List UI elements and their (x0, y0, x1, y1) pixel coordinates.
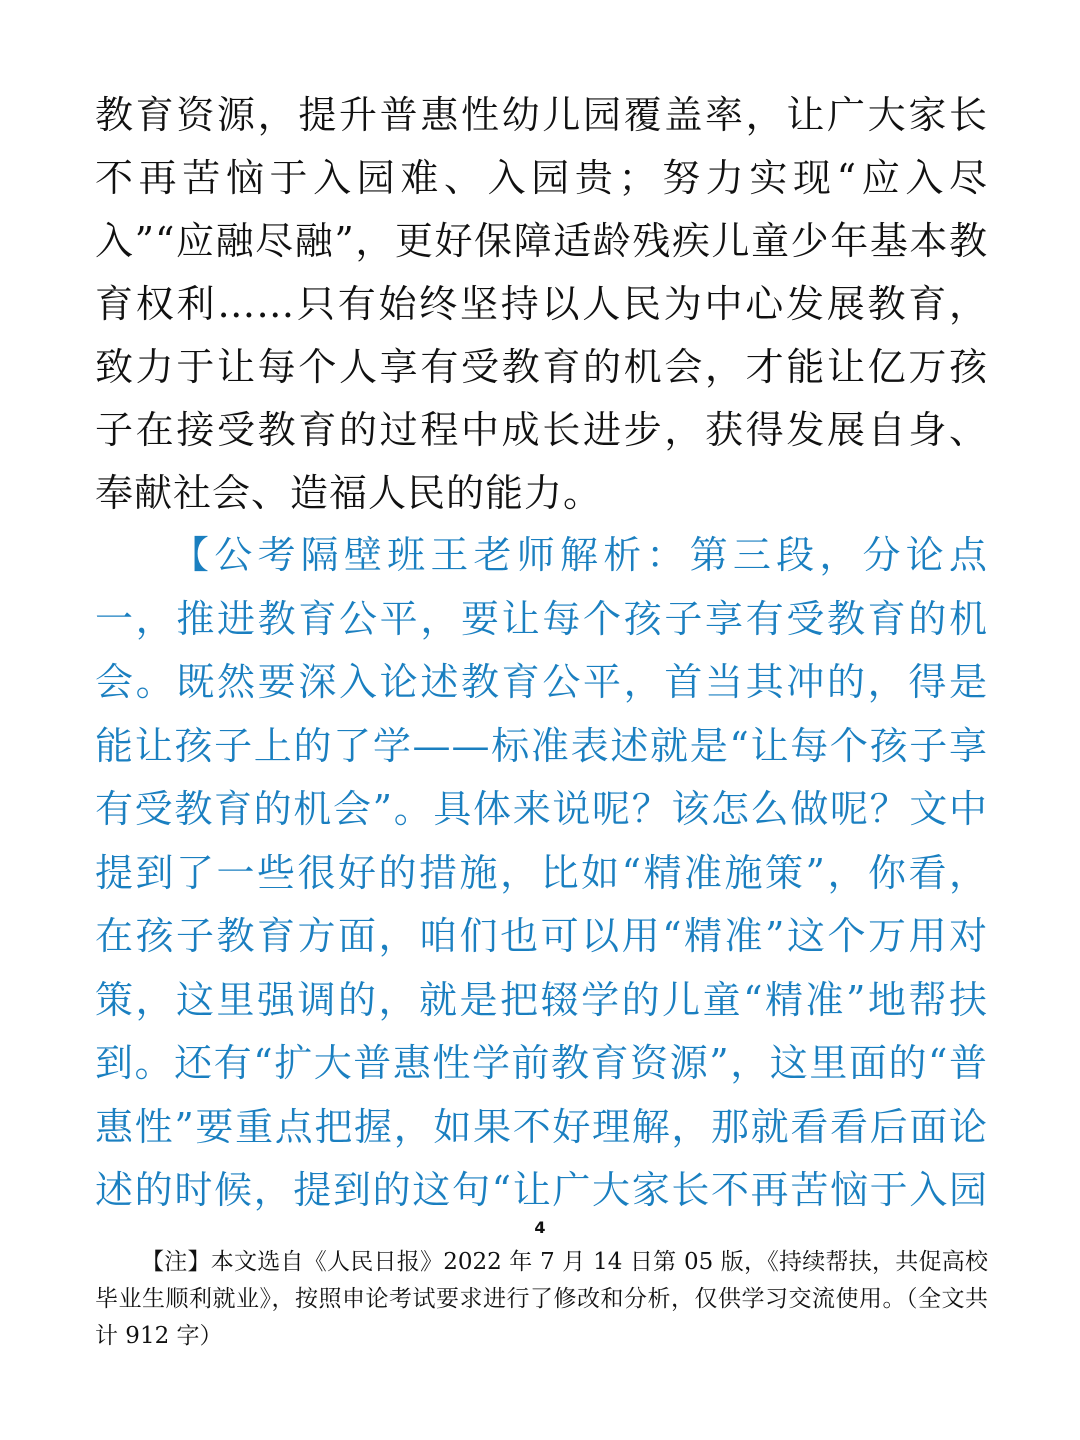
footnote: 【注】本文选自《人民日报》2022 年 7 月 14 日第 05 版，《持续帮扶，共促高校毕业生顺利就业》，按照申论考试要求进行了修改和分析，仅供学习交流使用。（全文共计 912 字） (95, 1249, 988, 1349)
body-paragraph: 教育资源，提升普惠性幼儿园覆盖率，让广大家长不再苦恼于入园难、入园贵；努力实现“应入尽入”“应融尽融”，更好保障适龄残疾儿童少年基本教育权利……只有始终坚持以人民为中心发展教育，致力于让每个人享有受教育的机会，才能让亿万孩子在接受教育的过程中成长进步，获得发展自身、奉献社会、造福人民的能力。 (95, 93, 988, 515)
page-number: 4 (534, 1218, 546, 1237)
analysis-paragraph: 【公考隔壁班王老师解析：第三段，分论点一，推进教育公平，要让每个孩子享有受教育的机会。既然要深入论述教育公平，首当其冲的，得是能让孩子上的了学——标准表述就是“让每个孩子享有受教育的机会”。具体来说呢？该怎么做呢？文中提到了一些很好的措施，比如“精准施策”，你看，在孩子教育方面，咱们也可以用“精准”这个万用对策，这里强调的，就是把辍学的儿童“精准”地帮扶到。还有“扩大普惠性学前教育资源”，这里面的“普惠性”要重点把握，如果不好理解，那就看看后面论述的时候，提到的这句“让广大家长不再苦恼于入园 (95, 533, 988, 1212)
